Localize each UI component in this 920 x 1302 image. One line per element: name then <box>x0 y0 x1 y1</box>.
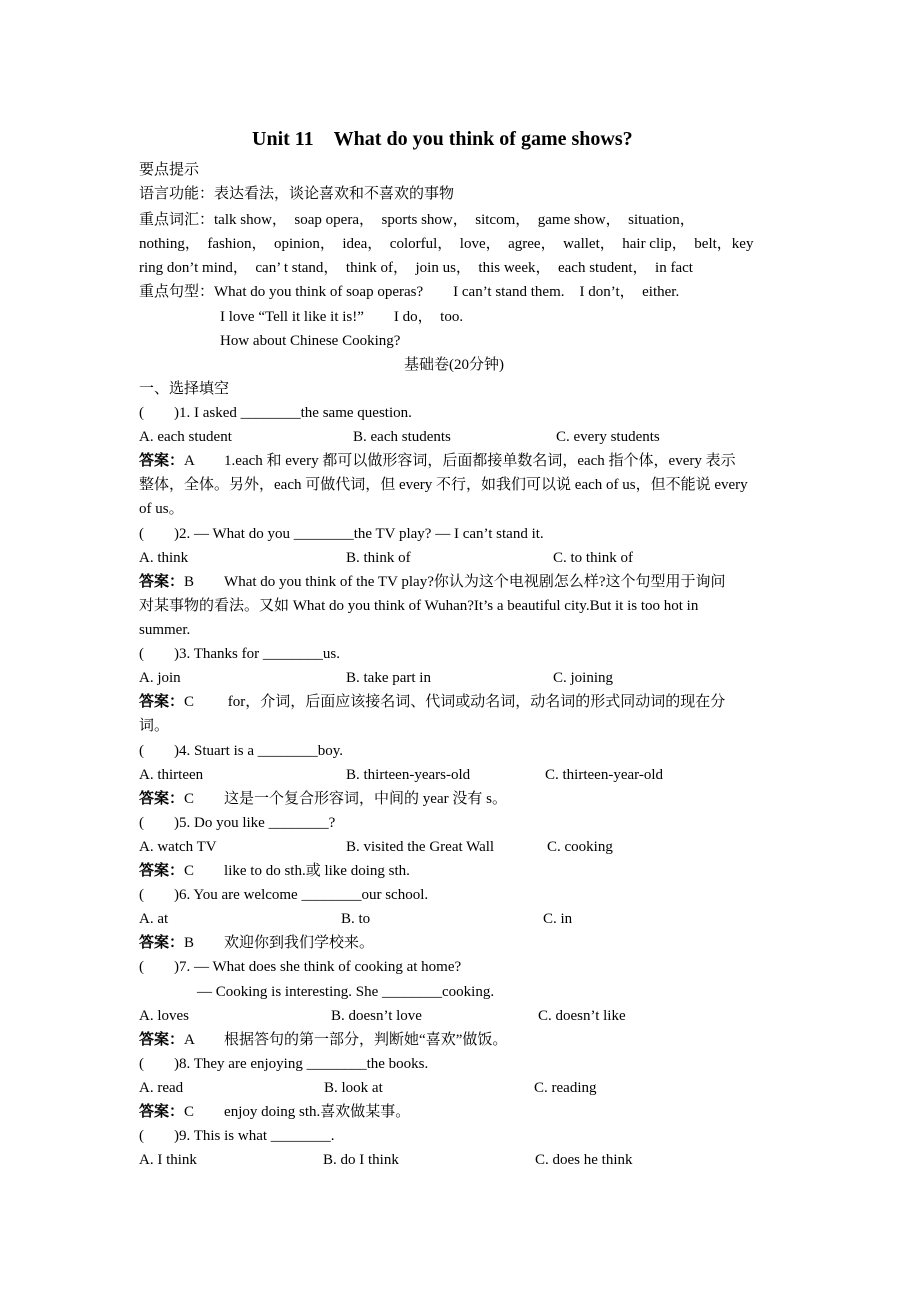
vocab-line-3: ring don’t mind， can’ t stand， think of， join us， this week， each student， in fact <box>139 260 693 276</box>
option-a: A. each student <box>139 429 232 445</box>
explanation-continued: 词。 <box>139 718 170 734</box>
answer-line <box>139 1030 507 1050</box>
answer-line <box>139 1102 410 1122</box>
option-c: C. in <box>543 911 573 927</box>
option-b: B. to <box>341 911 371 927</box>
answer-line <box>139 933 374 953</box>
answer-line <box>139 451 736 471</box>
option-b: B. visited the Great Wall <box>346 839 495 855</box>
key-points-heading: 要点提示 <box>139 162 200 178</box>
answer-letter: C <box>184 1104 195 1120</box>
vocab-line-1 <box>139 210 695 230</box>
question-stem: ( )2. — What do you ________the TV play? — I can’t stand it. <box>139 526 544 542</box>
page-title: Unit 11 What do you think of game shows? <box>252 128 633 150</box>
answer-label: 答案： <box>139 935 185 951</box>
option-c: C. reading <box>534 1080 597 1096</box>
vocab-label: 重点词汇： <box>139 212 215 228</box>
answer-letter: C <box>184 863 195 879</box>
question-stem: ( )8. They are enjoying ________the books. <box>139 1056 429 1072</box>
sentence-line-2: I love “Tell it like it is!” I do， too. <box>220 309 464 325</box>
option-a: A. think <box>139 550 189 566</box>
sentence-line-1 <box>139 282 679 302</box>
option-b: B. each students <box>353 429 451 445</box>
option-a: A. thirteen <box>139 767 204 783</box>
option-a: A. join <box>139 670 181 686</box>
answer-explanation: 这是一个复合形容词，中间的 year 没有 s。 <box>224 791 507 807</box>
part-title: 一、选择填空 <box>139 381 230 397</box>
option-b: B. thirteen-years-old <box>346 767 471 783</box>
question-stem: ( )3. Thanks for ________us. <box>139 646 340 662</box>
answer-label: 答案： <box>139 1032 185 1048</box>
option-a: A. watch TV <box>139 839 217 855</box>
answer-explanation: 欢迎你到我们学校来。 <box>224 935 375 951</box>
question-stem-response: — Cooking is interesting. She ________cooking. <box>197 984 495 1000</box>
answer-letter: C <box>184 791 195 807</box>
option-a: A. I think <box>139 1152 197 1168</box>
option-c: C. joining <box>553 670 614 686</box>
question-stem: ( )7. — What does she think of cooking at home? <box>139 959 462 975</box>
language-function <box>139 184 454 204</box>
answer-explanation: like to do sth.或 like doing sth. <box>224 863 410 879</box>
func-text: 表达看法，谈论喜欢和不喜欢的事物 <box>214 186 455 202</box>
explanation-continued: 整体，全体。另外，each 可做代词，但 every 不行，如我们可以说 each of us，但不能说 every <box>139 477 748 493</box>
option-c: C. does he think <box>535 1152 633 1168</box>
answer-line <box>139 692 725 712</box>
answer-line <box>139 861 410 881</box>
answer-label: 答案： <box>139 791 185 807</box>
option-c: C. thirteen-year-old <box>545 767 663 783</box>
sentence-text-1: What do you think of soap operas? I can’t stand them. I don’t， either. <box>214 284 680 300</box>
answer-label: 答案： <box>139 574 185 590</box>
answer-explanation: for，介词，后面应该接名词、代词或动名词，动名词的形式同动词的现在分 <box>227 694 726 710</box>
question-stem: ( )9. This is what ________. <box>139 1128 335 1144</box>
answer-letter: C <box>184 694 195 710</box>
answer-label: 答案： <box>139 694 185 710</box>
answer-label: 答案： <box>139 453 185 469</box>
question-stem: ( )1. I asked ________the same question. <box>139 405 412 421</box>
option-b: B. think of <box>346 550 411 566</box>
explanation-continued: of us。 <box>139 501 184 517</box>
option-b: B. doesn’t love <box>331 1008 422 1024</box>
option-b: B. take part in <box>346 670 431 686</box>
func-label: 语言功能： <box>139 186 215 202</box>
answer-explanation: enjoy doing sth.喜欢做某事。 <box>224 1104 411 1120</box>
question-stem: ( )6. You are welcome ________our school. <box>139 887 429 903</box>
answer-label: 答案： <box>139 1104 185 1120</box>
sentence-label: 重点句型： <box>139 284 215 300</box>
answer-label: 答案： <box>139 863 185 879</box>
question-stem: ( )5. Do you like ________? <box>139 815 336 831</box>
vocab-line-2: nothing， fashion， opinion， idea， colorful， love， agree， wallet， hair clip， belt，key <box>139 236 754 252</box>
explanation-continued: summer. <box>139 622 191 638</box>
option-c: C. to think of <box>553 550 634 566</box>
option-a: A. loves <box>139 1008 189 1024</box>
answer-letter: B <box>184 574 195 590</box>
section-title: 基础卷(20分钟) <box>404 357 504 373</box>
option-b: B. look at <box>324 1080 383 1096</box>
explanation-continued: 对某事物的看法。又如 What do you think of Wuhan?It’s a beautiful city.But it is too hot in <box>139 598 699 614</box>
option-c: C. doesn’t like <box>538 1008 626 1024</box>
option-b: B. do I think <box>323 1152 399 1168</box>
answer-line <box>139 789 507 809</box>
answer-explanation: 根据答句的第一部分，判断她“喜欢”做饭。 <box>224 1032 508 1048</box>
answer-explanation: What do you think of the TV play?你认为这个电视剧怎么样?这个句型用于询问 <box>224 574 726 590</box>
option-c: C. cooking <box>547 839 613 855</box>
answer-letter: A <box>184 453 195 469</box>
answer-line <box>139 572 726 592</box>
option-c: C. every students <box>556 429 660 445</box>
option-a: A. read <box>139 1080 184 1096</box>
option-a: A. at <box>139 911 169 927</box>
question-stem: ( )4. Stuart is a ________boy. <box>139 743 344 759</box>
sentence-line-3: How about Chinese Cooking? <box>220 333 401 349</box>
answer-letter: A <box>184 1032 195 1048</box>
vocab-text-1: talk show， soap opera， sports show， sitcom， game show， situation， <box>214 212 695 228</box>
answer-explanation: 1.each 和 every 都可以做形容词，后面都接单数名词，each 指个体，every 表示 <box>224 453 736 469</box>
answer-letter: B <box>184 935 195 951</box>
